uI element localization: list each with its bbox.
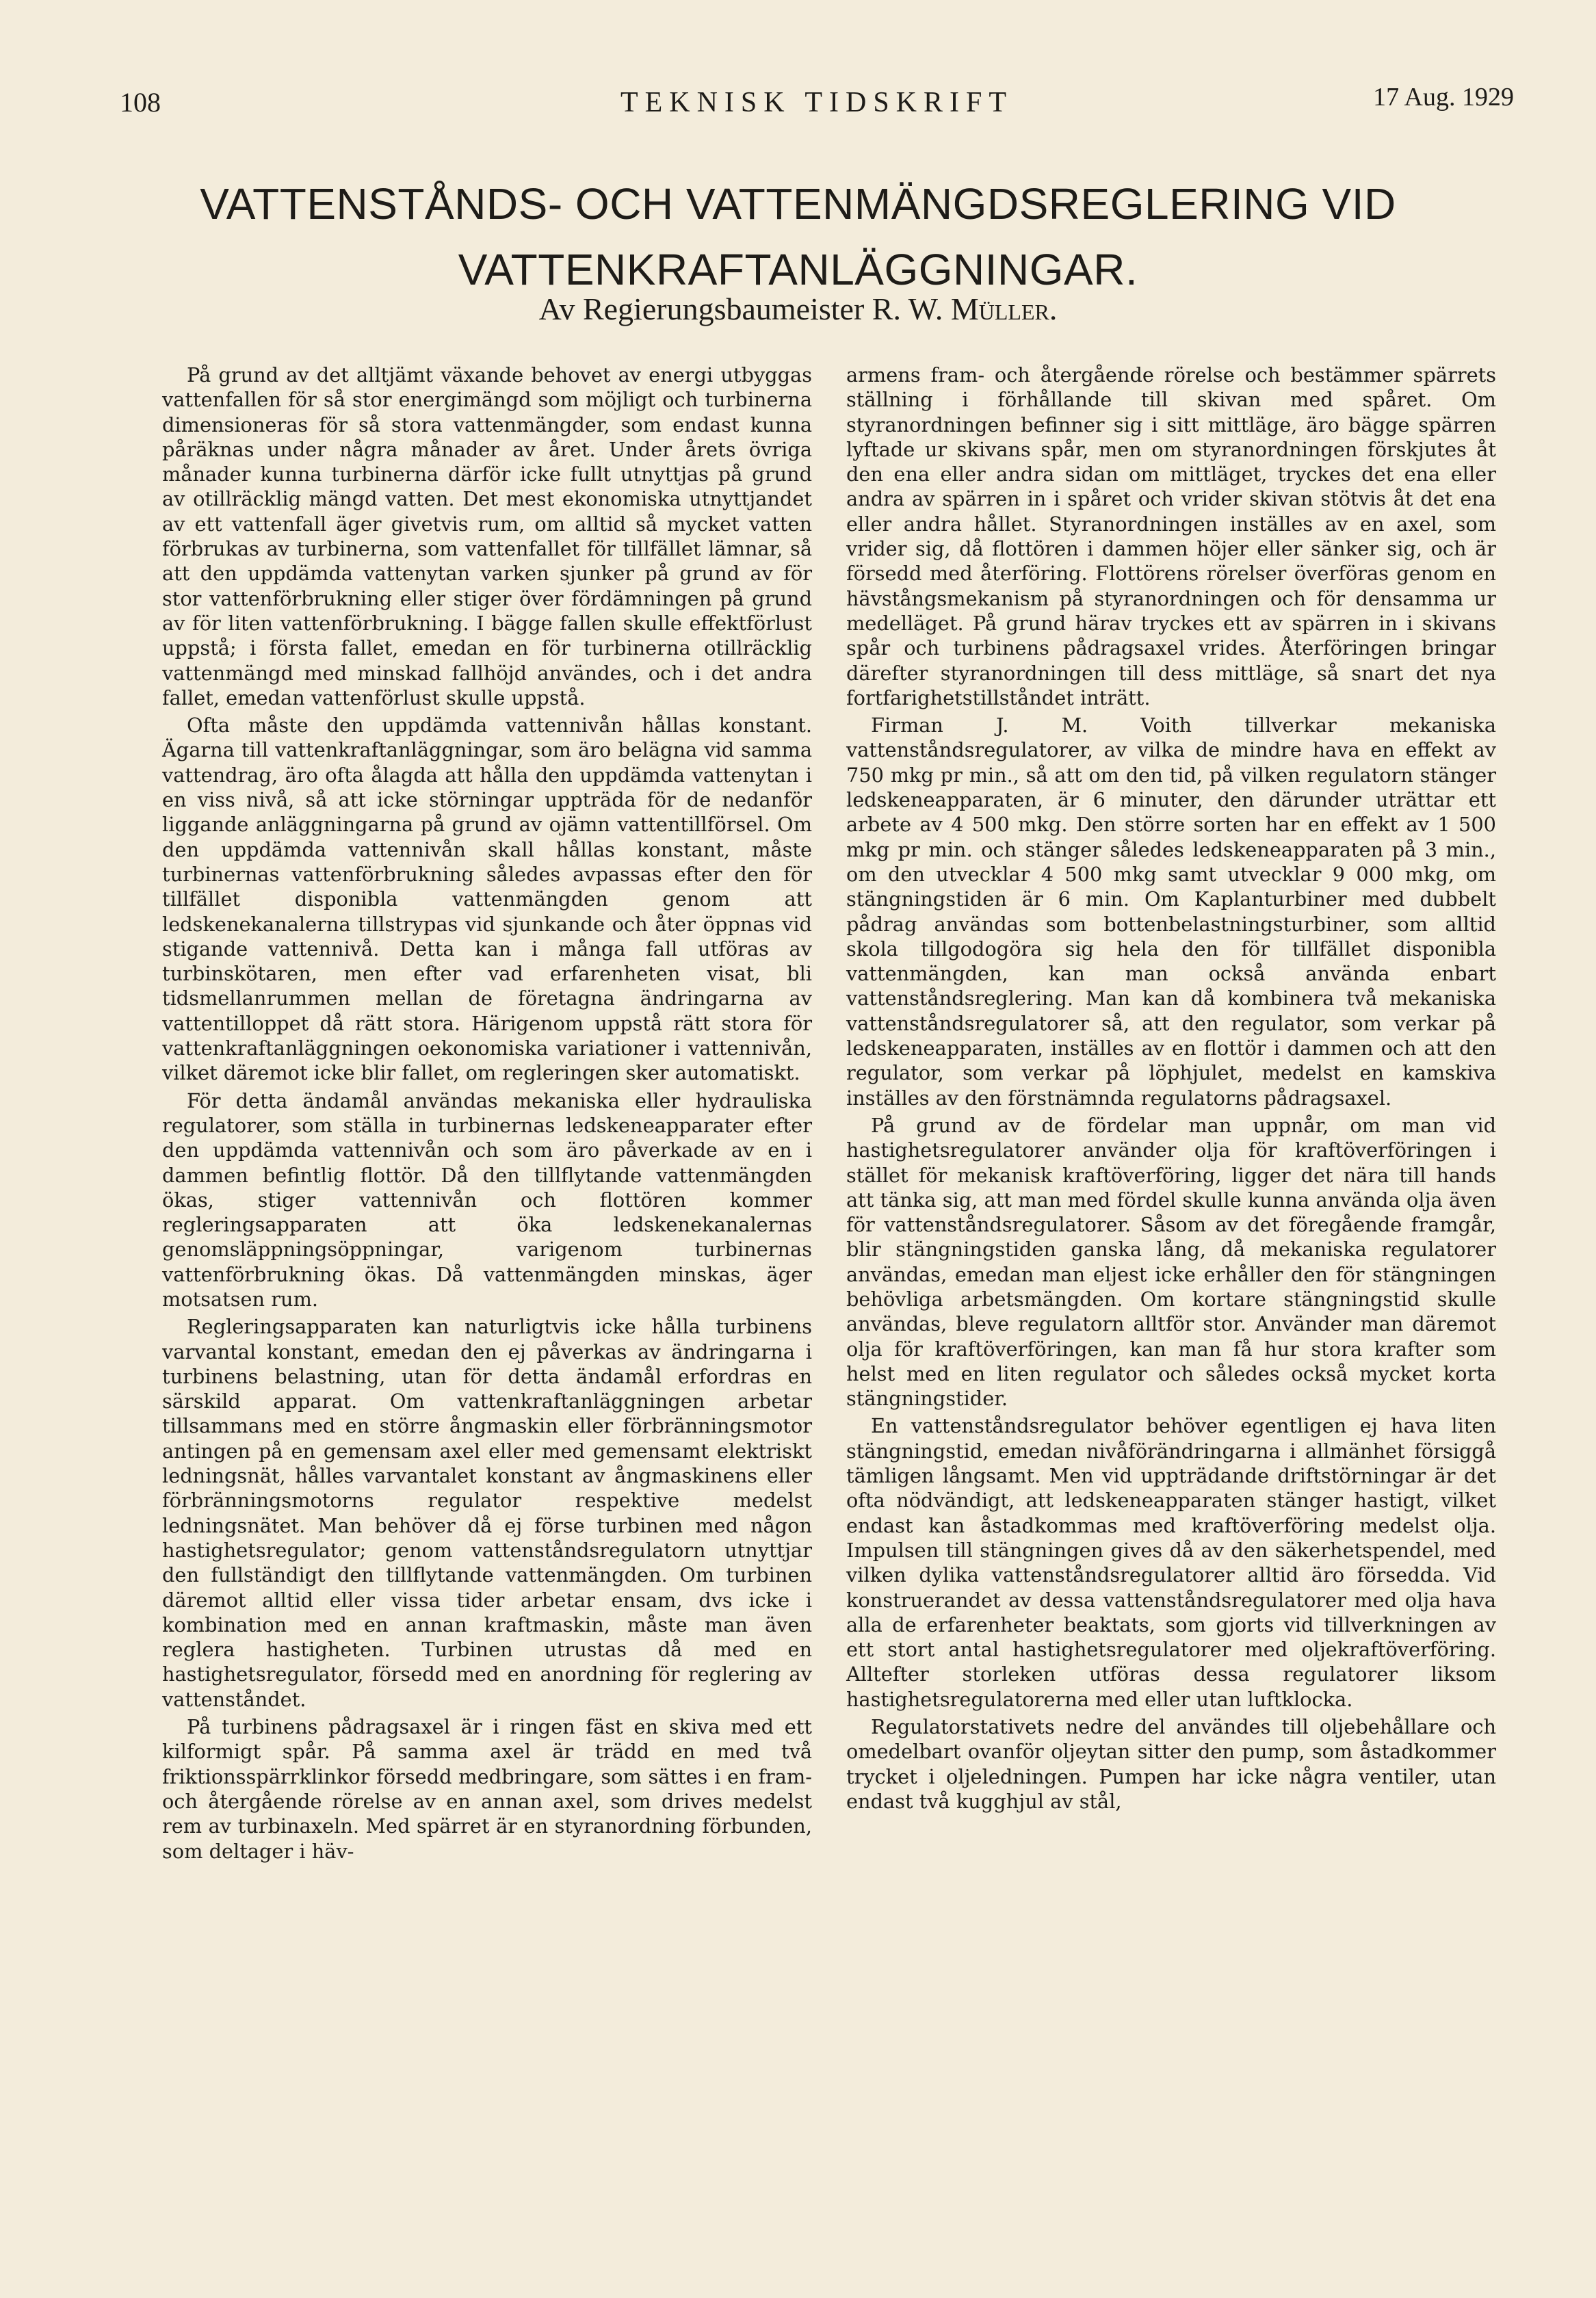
paragraph: För detta ändamål användas mekaniska eller hydrauliska regulatorer, som ställa in turbinernas ledskeneapparater efter den uppdämda vattennivån och som äro påverkade av en i dammen befintlig flottör. Då den tillflytande vattenmängden ökas, stiger vattennivån och flottören kommer regleringsapparaten att öka ledskenekanalernas genomsläppningsöppningar, varigenom turbinernas vattenförbrukning ökas. Då vattenmängden minskas, äger motsatsen rum. — [162, 1088, 812, 1311]
page-header — [120, 82, 1514, 137]
issue-date: 17 Aug. 1929 — [1373, 83, 1514, 112]
article-title — [103, 171, 1493, 302]
paragraph: En vattenståndsregulator behöver egentligen ej hava liten stängningstid, emedan nivåförändringarna i allmänhet försiggå tämligen långsamt. Men vid uppträdande driftstörningar är det ofta nödvändigt, att ledskeneapparaten stänger hastigt, vilket endast kan åstadkommas med kraftöverföring medelst olja. Impulsen till stängningen gives då av den säkerhetspendel, med vilken dylika vattenståndsregulatorer alltid äro försedda. Vid konstruerandet av dessa vattenståndsregulatorer med olja hava alla de erfarenheter beaktats, som gjorts vid tillverkningen av ett stort antal hastighetsregulatorer med oljekraftöverföring. Alltefter storleken utföras dessa regulatorer liksom hastighetsregulatorerna med eller utan luftklocka. — [846, 1414, 1496, 1711]
paragraph: På grund av det alltjämt växande behovet av energi utbyggas vattenfallen för så stor energimängd som möjligt och turbinerna dimensioneras för så stora vattenmängder, som endast kunna påräknas under några månader av året. Under årets övriga månader kunna turbinerna därför icke fullt utnyttjas på grund av otillräcklig mängd vatten. Det mest ekonomiska utnyttjandet av ett vattenfall äger givetvis rum, om alltid så mycket vatten förbrukas av turbinerna, som vattenfallet för tillfället lämnar, så att den uppdämda vattenytan varken sjunker på grund av för stor vattenförbrukning eller stiger över fördämningen på grund av för liten vattenförbrukning. I bägge fallen skulle effektförlust uppstå; i första fallet, emedan en för turbinerna otillräcklig vattenmängd med minskad fallhöjd användes, och i det andra fallet, emedan vattenförlust skulle uppstå. — [162, 363, 812, 709]
paragraph: armens fram- och återgående rörelse och bestämmer spärrets ställning i förhållande till skivan med spåret. Om styranordningen befinner sig i sitt mittläge, äro bägge spärren lyftade ur skivans spår, men om styranordningen förskjutes åt den ena eller andra sidan om mittläget, tryckes det ena eller andra av spärren in i spåret och vrider skivan stötvis åt det ena eller andra hållet. Styranordningen inställes av en axel, som vrider sig, då flottören i dammen höjer eller sänker sig, och är försedd med återföring. Flottörens rörelser överföras genom en hävstångsmekanism på styranordningen och för densamma ur medelläget. På grund härav tryckes ett av spärren in i skivans spår och turbinens pådragsaxel vrides. Återföringen bringar därefter styranordningen till dess mittläge, så snart det nya fortfarighetstillståndet inträtt. — [846, 363, 1496, 709]
journal-title: TEKNISK TIDSKRIFT — [620, 87, 1014, 118]
byline — [103, 291, 1493, 327]
page-number: 108 — [120, 87, 161, 118]
article-title-line-2: VATTENKRAFTANLÄGGNINGAR. — [458, 245, 1138, 294]
paragraph: Regulatorstativets nedre del användes till oljebehållare och omedelbart ovanför oljeytan sitter den pump, som åstadkommer trycket i oljeledningen. Pumpen har icke några ventiler, utan endast två kugghjul av stål, — [846, 1715, 1496, 1813]
author-name: Müller. — [950, 291, 1058, 326]
paragraph: Regleringsapparaten kan naturligtvis icke hålla turbinens varvantal konstant, emedan den ej påverkas av ändringarna i turbinens belastning, utan för detta ändamål erfordras en särskild apparat. Om vattenkraftanläggningen arbetar tillsammans med en större ångmaskin eller förbränningsmotor antingen på en gemensam axel eller med gemensamt elektriskt ledningsnät, hålles varvantalet konstant av ångmaskinens eller förbränningsmotorns regulator respektive medelst ledningsnätet. Man behöver då ej förse turbinen med någon hastighetsregulator; genom vattenståndsregulatorn utnyttjar den fullständigt den tillflytande vattenmängden. Om turbinen däremot alltid eller vissa tider arbetar ensam, dvs icke i kombination med en annan kraftmaskin, måste man även reglera hastigheten. Turbinen utrustas då med en hastighetsregulator, försedd med en anordning för reglering av vattenståndet. — [162, 1315, 812, 1711]
article-title-line-1: VATTENSTÅNDS- OCH VATTENMÄNGDSREGLERING VID — [200, 179, 1396, 229]
left-column — [162, 363, 812, 1866]
paragraph: Ofta måste den uppdämda vattennivån hållas konstant. Ägarna till vattenkraftanläggningar, som äro belägna vid samma vattendrag, äro ofta ålagda att hålla den uppdämda vattenytan i en viss nivå, så att icke störningar uppträda för de nedanför liggande anläggningarna på grund av ojämn vattentillförsel. Om den uppdämda vattennivån skall hållas konstant, måste turbinernas vattenförbrukning således avpassas efter den för tillfället disponibla vattenmängden genom att ledskenekanalerna tillstrypas vid sjunkande och åter öppnas vid stigande vattennivå. Detta kan i många fall utföras av turbinskötaren, men efter vad erfarenheten visat, bli tidsmellanrummen mellan de företagna ändringarna av vattentilloppet då rätt stora. Härigenom uppstå rätt stora för vattenkraftanläggningen oekonomiska variationer i vattennivån, vilket däremot icke blir fallet, om regleringen sker automatiskt. — [162, 714, 812, 1085]
byline-prefix: Av Regierungsbaumeister R. W. — [538, 291, 943, 326]
right-column — [846, 363, 1496, 1816]
paragraph: På grund av de fördelar man uppnår, om man vid hastighetsregulatorer använder olja för kraftöverföringen i stället för mekanisk kraftöverföring, ligger det nära till hands att tänka sig, att man med fördel skulle kunna använda olja även för vattenståndsregulatorer. Såsom av det föregående framgår, blir stängningstiden ganska lång, då mekaniska regulatorer användas, emedan man eljest icke erhåller den för stängningen behövliga arbetsmängden. Om kortare stängningstid skulle användas, bleve regulatorn alltför stor. Använder man däremot olja för kraftöverföringen, kan man få hur stora krafter som helst med en liten regulator och således också mycket korta stängningstider. — [846, 1113, 1496, 1411]
paragraph: På turbinens pådragsaxel är i ringen fäst en skiva med ett kilformigt spår. På samma axel är trädd en med två friktionsspärrklinkor försedd medbringare, som sättes i en fram- och återgående rörelse av en annan axel, som drives medelst rem av turbinaxeln. Med spärret är en styranordning förbunden, som deltager i häv- — [162, 1715, 812, 1863]
paragraph: Firman J. M. Voith tillverkar mekaniska vattenståndsregulatorer, av vilka de mindre hava en effekt av 750 mkg pr min., så att om den tid, på vilken regulatorn stänger ledskeneapparaten, är 6 minuter, den därunder uträttar ett arbete av 4 500 mkg. Den större sorten har en effekt av 1 500 mkg pr min. och stänger således ledskeneapparaten på 3 min., om den utvecklar 4 500 mkg samt utvecklar 9 000 mkg, om stängningstiden är 6 min. Om Kaplanturbiner med dubbelt pådrag användas som bottenbelastningsturbiner, som alltid skola tillgodogöra sig hela den för tillfället disponibla vattenmängden, kan man också använda enbart vattenståndsreglering. Man kan då kombinera två mekaniska vattenståndsregulatorer så, att den regulator, som verkar på ledskeneapparaten, inställes av en flottör i dammen och att den regulator, som verkar på löphjulet, medelst en kamskiva inställes av den förstnämnda regulatorns pådragsaxel. — [846, 714, 1496, 1110]
